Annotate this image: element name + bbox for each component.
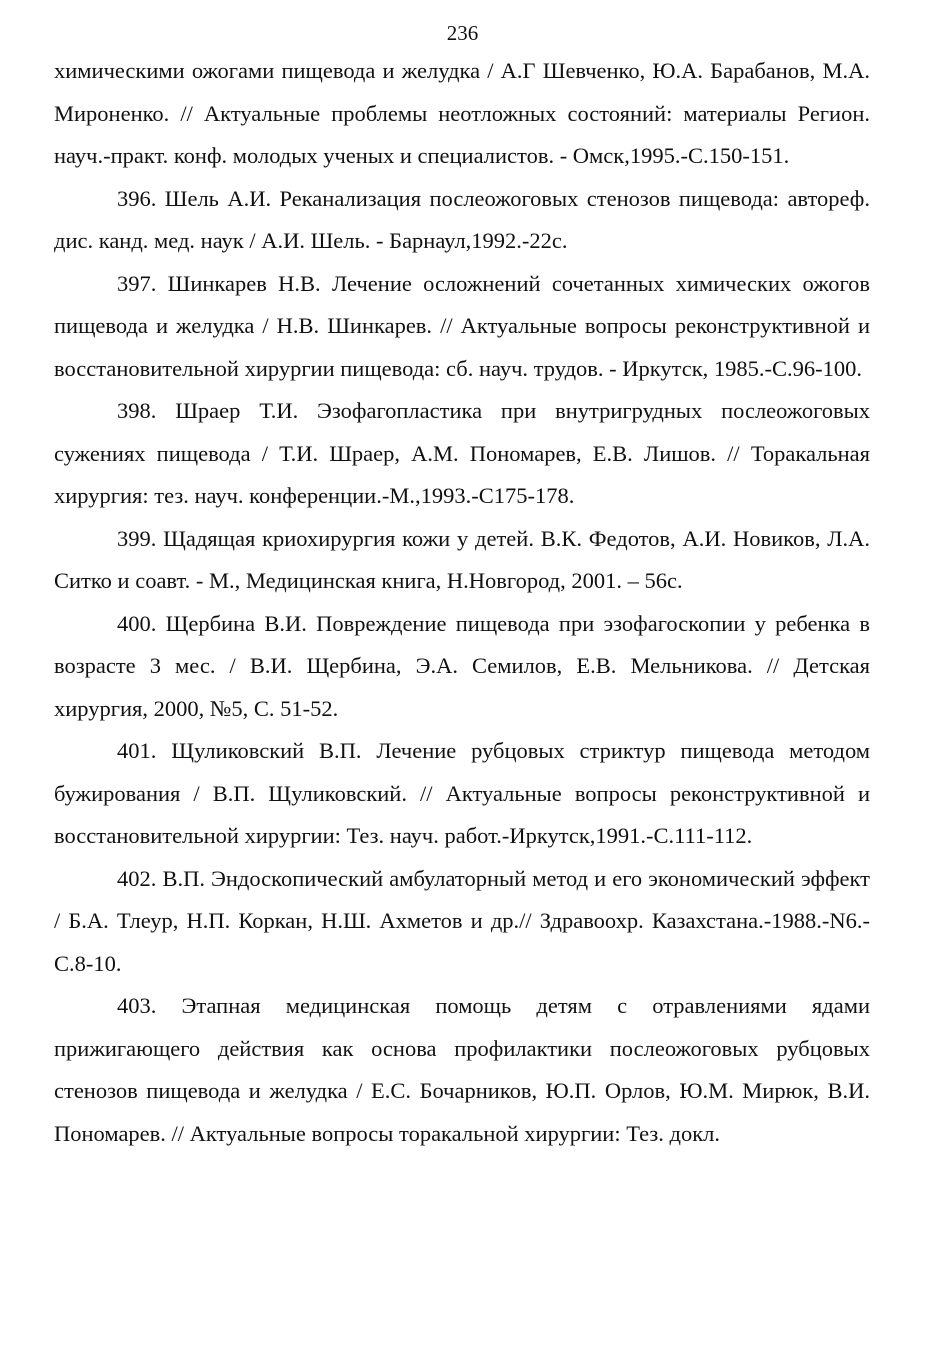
- reference-396: 396. Шель А.И. Реканализация послеожоговых стенозов пищевода: автореф. дис. канд. мед. наук / А.И. Шель. - Барнаул,1992.-22с.: [54, 185, 870, 253]
- reference-400: 400. Щербина В.И. Повреждение пищевода при эзофагоскопии у ребенка в возрасте 3 мес. / В.И. Щербина, Э.А. Семилов, Е.В. Мельникова. // Детская хирургия, 2000, №5, С. 51-52.: [54, 610, 870, 721]
- reference-continuation: химическими ожогами пищевода и желудка / А.Г Шевченко, Ю.А. Барабанов, М.А. Мироненко. // Актуальные проблемы неотложных состояний: материалы Регион. науч.-практ. конф. молодых ученых и специалистов. - Омск,1995.-С.150-151.: [54, 58, 870, 168]
- page-number: 236: [446, 21, 479, 45]
- reference-402: 402. В.П. Эндоскопический амбулаторный метод и его экономический эффект / Б.А. Тлеур, Н.П. Коркан, Н.Ш. Ахметов и др.// Здравоохр. Казахстана.-1988.-N6.-С.8-10.: [54, 865, 870, 976]
- reference-398: 398. Шраер Т.И. Эзофагопластика при внутригрудных послеожоговых сужениях пищевода / Т.И. Шраер, А.М. Пономарев, Е.В. Лишов. // Торакальная хирургия: тез. науч. конференции.-М.,1993.-С175-178.: [54, 398, 870, 508]
- reference-401: 401. Щуликовский В.П. Лечение рубцовых стриктур пищевода методом бужирования / В.П. Щуликовский. // Актуальные вопросы реконструктивной и восстановительной хирургии: Тез. науч. работ.-Иркутск,1991.-С.111-112.: [54, 738, 870, 848]
- reference-403: 403. Этапная медицинская помощь детям с отравлениями ядами прижигающего действия как основа профилактики послеожоговых рубцовых стенозов пищевода и желудка / Е.С. Бочарников, Ю.П. Орлов, Ю.М. Мирюк, В.И. Пономарев. // Актуальные вопросы торакальной хирургии: Тез. докл.: [54, 993, 870, 1146]
- reference-399: 399. Щадящая криохирургия кожи у детей. В.К. Федотов, А.И. Новиков, Л.А. Ситко и соавт. - М., Медицинская книга, Н.Новгород, 2001. – 56с.: [54, 525, 870, 593]
- reference-list: [54, 50, 870, 1155]
- reference-397: 397. Шинкарев Н.В. Лечение осложнений сочетанных химических ожогов пищевода и желудка / Н.В. Шинкарев. // Актуальные вопросы реконструктивной и восстановительной хирургии пищевода: сб. науч. трудов. - Иркутск, 1985.-С.96-100.: [54, 270, 870, 381]
